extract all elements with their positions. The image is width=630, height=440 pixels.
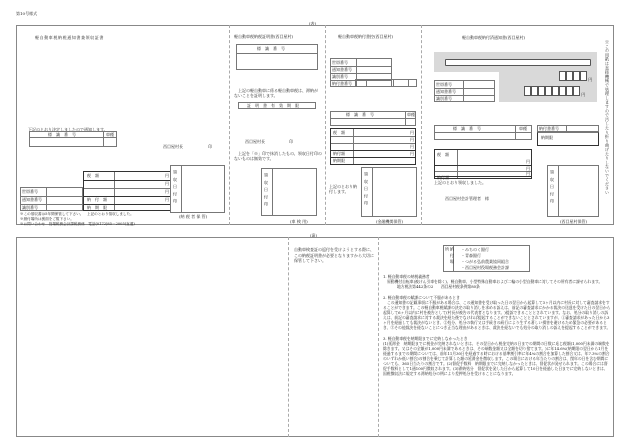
p4-paid-label: 納付額 [437,175,449,180]
p3-deadline-label: 納期限 [333,158,345,163]
section-2 [383,295,611,330]
p4-yen-2: 円 [526,166,530,171]
p3-tax-label: 税 額 [333,130,345,135]
back-sections [383,274,611,376]
payment-places-box [443,245,530,272]
section-1-heading: 1. 軽自動車税の納税義務者 [383,274,430,279]
panel1-ident-table [29,131,117,147]
front-label: (表) [309,21,317,26]
panel1-seal: 印 [208,144,212,149]
p3-yen-4: 円 [410,151,414,156]
p3-tax-number-label: 世帯番号 [332,60,348,65]
p3-stamp-label: 領収日付印 [364,172,369,208]
panel4-receipt-stamp [547,165,599,217]
p4-stamp-label: 領収日付印 [550,170,555,206]
back-perforation-1 [288,237,289,437]
section-2-heading: 2. 軽自動車税の賦課について不服があるとき [383,295,460,300]
panel3-ident-table [330,111,416,126]
yen-3: 円 [165,189,169,194]
section-1-law: 地方税法第442条の2 西目屋村税条例第80条 [397,284,480,289]
panel4-received-note: 上記のとおり領収しました。 [434,180,486,185]
panel1-number-table [20,187,83,211]
panel4-title: 軽自動車税納付済通知書(西目屋村) [462,35,526,40]
p4-payment-number-label: 納付書番号 [539,126,559,131]
panel2-ident-table [236,44,318,70]
yen-small: 円 [588,77,593,82]
perforation-1 [229,25,230,225]
payment-place-4: ・西目屋村役場税務会計課 [461,265,509,270]
p3-id-number-label: 識別番号 [332,74,348,79]
panel1-keeper: (納 税 者 保 管) [179,214,208,219]
panel2-keeper: (車 検 用) [290,219,308,224]
panel4-accountant: 西目屋村会計管理者 様 [445,196,489,201]
section-2-body: この通知書の記載事項に不服がある場合は、この通知書を受け取った日の翌日から起算して3ヶ月以内に村長に対して審査請求をすることができます。この軽自動車税賦課の決定の取り消しを求める訴えは、前記の審査請求にかかる裁決の送達を受けた日の翌日から起算して6ヶ月以内に村を被告として(村長が被告の代表者となります。)提訴できることとされています。なお、処分の取り消しの訴えは、前記の審査請求に対する裁決を経た後でなければ提起することができないこととされていますが、①審査請求があった日から3ヶ月を経過しても裁決がないとき、②処分、処分の執行又は手続きの続行により生ずる著しい損害を避けるため緊急の必要があるとき、③その他裁決を経ないことにつき正当な理由があるときは、裁決を経ないでも処分の取り消しの訴えを提起することができます。 [383,300,611,330]
type-header: 車種 [106,132,114,137]
panel2-seal: 印 [289,139,293,144]
yen-2: 円 [165,181,169,186]
id-number-label: 識別番号 [22,205,38,210]
tax-label: 税 額 [87,173,99,178]
panel1-receipt-stamp [170,165,225,213]
p4-ident-header: 標 識 番 号 [453,126,481,131]
panel3-amount-table [330,128,416,165]
panel2-title: 軽自動車税納税証明書(西目屋村) [234,34,294,39]
panel1-notice: 下記のとおり決定しましたので通知します。 [28,127,108,132]
panel2-issuer: 西目屋村長 [245,139,265,144]
tax-number-label: 世帯番号 [22,189,38,194]
p3-notice-number-label: 通知書番号 [332,67,352,72]
p3-payment-number-boxes [355,79,417,87]
paid-label: 納 付 額 [87,197,107,202]
back-label: (裏) [310,233,318,238]
panel2-validity-box [238,102,316,109]
payment-places-label: 納付場所 [445,247,455,266]
panel3-title: 軽自動車税納付書控(西目屋村) [338,34,394,39]
panel1-amount-table [83,171,171,211]
panel1-footer-1: ※この領収書は5年間保管して下さい。 上記のとおり領収しました。 [20,212,134,216]
section-1-body: 原動機付自転車(被けん引車を除く)、軽自動車、小型特殊自動車および二輪の小型自動車に対してその所有者に課せられます。 [387,279,603,284]
notice-number-label: 通知書番号 [22,197,42,202]
p4-notice-number-label: 通知書番号 [436,89,456,94]
panel1-title: 軽自動車税納税通知書兼領収証書 [35,35,104,40]
validity-label: 証 明 書 有 効 期 限 [247,103,299,108]
p4-id-number-label: 識別番号 [436,96,452,101]
form-number: 第10号様式 [16,11,38,16]
panel3-paid-note: 上記のとおり納付します。 [329,184,357,194]
panel2-receipt-stamp [261,168,317,216]
deadline-label: 納 期 限 [87,205,107,210]
payment-place-1: ・みちのく銀行 [461,247,489,252]
panel2-note: 上記を「※」印で抹消したもの、領収日付印のないものは無効です。 [234,151,322,161]
back-keep-note: 自動車検査証の返付を受けようとする際に、この納税証明書が必要となりますから大切に保管して下さい。 [294,247,374,263]
panel1-footer-3: ※お問い合わせ 役場税務会計課税務係 電話(0172)85－2005(直通) [20,222,135,226]
ident-header: 標 識 番 号 [48,132,76,137]
perforation-3 [421,25,422,225]
panel3-keeper: (金融機関保管) [376,219,404,224]
panel4-number-table [434,80,495,102]
amount-boxes-large [524,86,585,97]
yen-large: 円 [581,92,586,97]
panel4-amount-table [434,149,532,179]
panel3-receipt-stamp [361,167,417,217]
p3-paid-label: 納付額 [333,151,345,156]
yen-4: 円 [165,197,169,202]
panel1-issuer: 西目屋村長 [163,144,183,149]
receipt-stamp-label: 領収日付印 [173,170,178,206]
panel2-certify-text: 上記の軽自動車に係る軽自動車税は、滞納がないことを証明します。 [234,88,318,98]
panel4-keeper: (西目屋村保管) [560,219,588,224]
section-3-body: (1)延滞金 納期限までに税金が完納されないときは、その翌日から税金完納の日までの期間の日数に応じ税額(1,000円未満の端数を除きます。又はその全額が1,000円未満であるときは、その端数金額又は全額を切り捨てます。)に年14.6%(納期限の翌日から1月を経過するまでの期間については、前年11月30日を経過する時における基準割引率に年4%の割合を加算した割合又は、年7.3%の割合のいずれか低い割合)の割合を乗じて計算した額の延滞金を徴収します。この場合における年当たりの割合は、閏年の日を含む期間についても、365日当たりの割合です。(2)督促手数料 納期限までに完納しなかったときは、督促状が発せられます。この場合には督促手数料として1通100円徴収されます。(3)滞納処分 督促状を発した日から起算して10日を経過した日までに完納しないときは、国税徴収法に規定する滞納処分の例により差押処分を受けることになります。 [383,341,610,376]
amount-boxes-small [559,71,592,82]
p4-payment-number-box [537,125,599,132]
p4-yen-1: 円 [526,159,530,164]
p3-payment-number-label: 納付書番号 [332,81,352,86]
p4-yen-3: 円 [526,171,530,176]
p4-deadline-label: 納期限 [541,135,553,140]
p3-yen-1: 円 [410,130,414,135]
back-perforation-2 [378,237,379,437]
ocr-bar [445,59,591,66]
panel1-footer-2: ※納付場所は裏面をご覧下さい。 [20,217,74,221]
section-1 [383,274,611,289]
payment-place-2: ・青森銀行 [461,253,481,258]
p3-ident-header: 標 識 番 号 [346,112,374,117]
p3-type-header: 車種 [407,112,415,117]
yen-1: 円 [165,173,169,178]
panel4-ident-table [434,125,532,140]
p3-yen-3: 円 [410,144,414,149]
p3-yen-2: 円 [410,137,414,142]
panel2-stamp-label: 領収日付印 [264,173,269,209]
p4-tax-label: 税 額 [437,152,449,157]
section-3 [383,336,611,376]
panel2-ident-header: 標 識 番 号 [257,46,285,51]
p4-type-header: 車種 [519,126,527,131]
panel4-side-note: ※この用紙は直接機械で処理しますので汚したり折り曲げたりしないでください [605,40,610,195]
p4-deadline-box [537,132,599,146]
payment-place-3: ・つがる弘前農業協同組合 [461,259,509,264]
section-3-heading: 3. 軽自動車税を納期限までに完納しなかったとき [383,336,468,341]
perforation-2 [325,25,326,225]
p4-tax-number-label: 世帯番号 [436,82,452,87]
